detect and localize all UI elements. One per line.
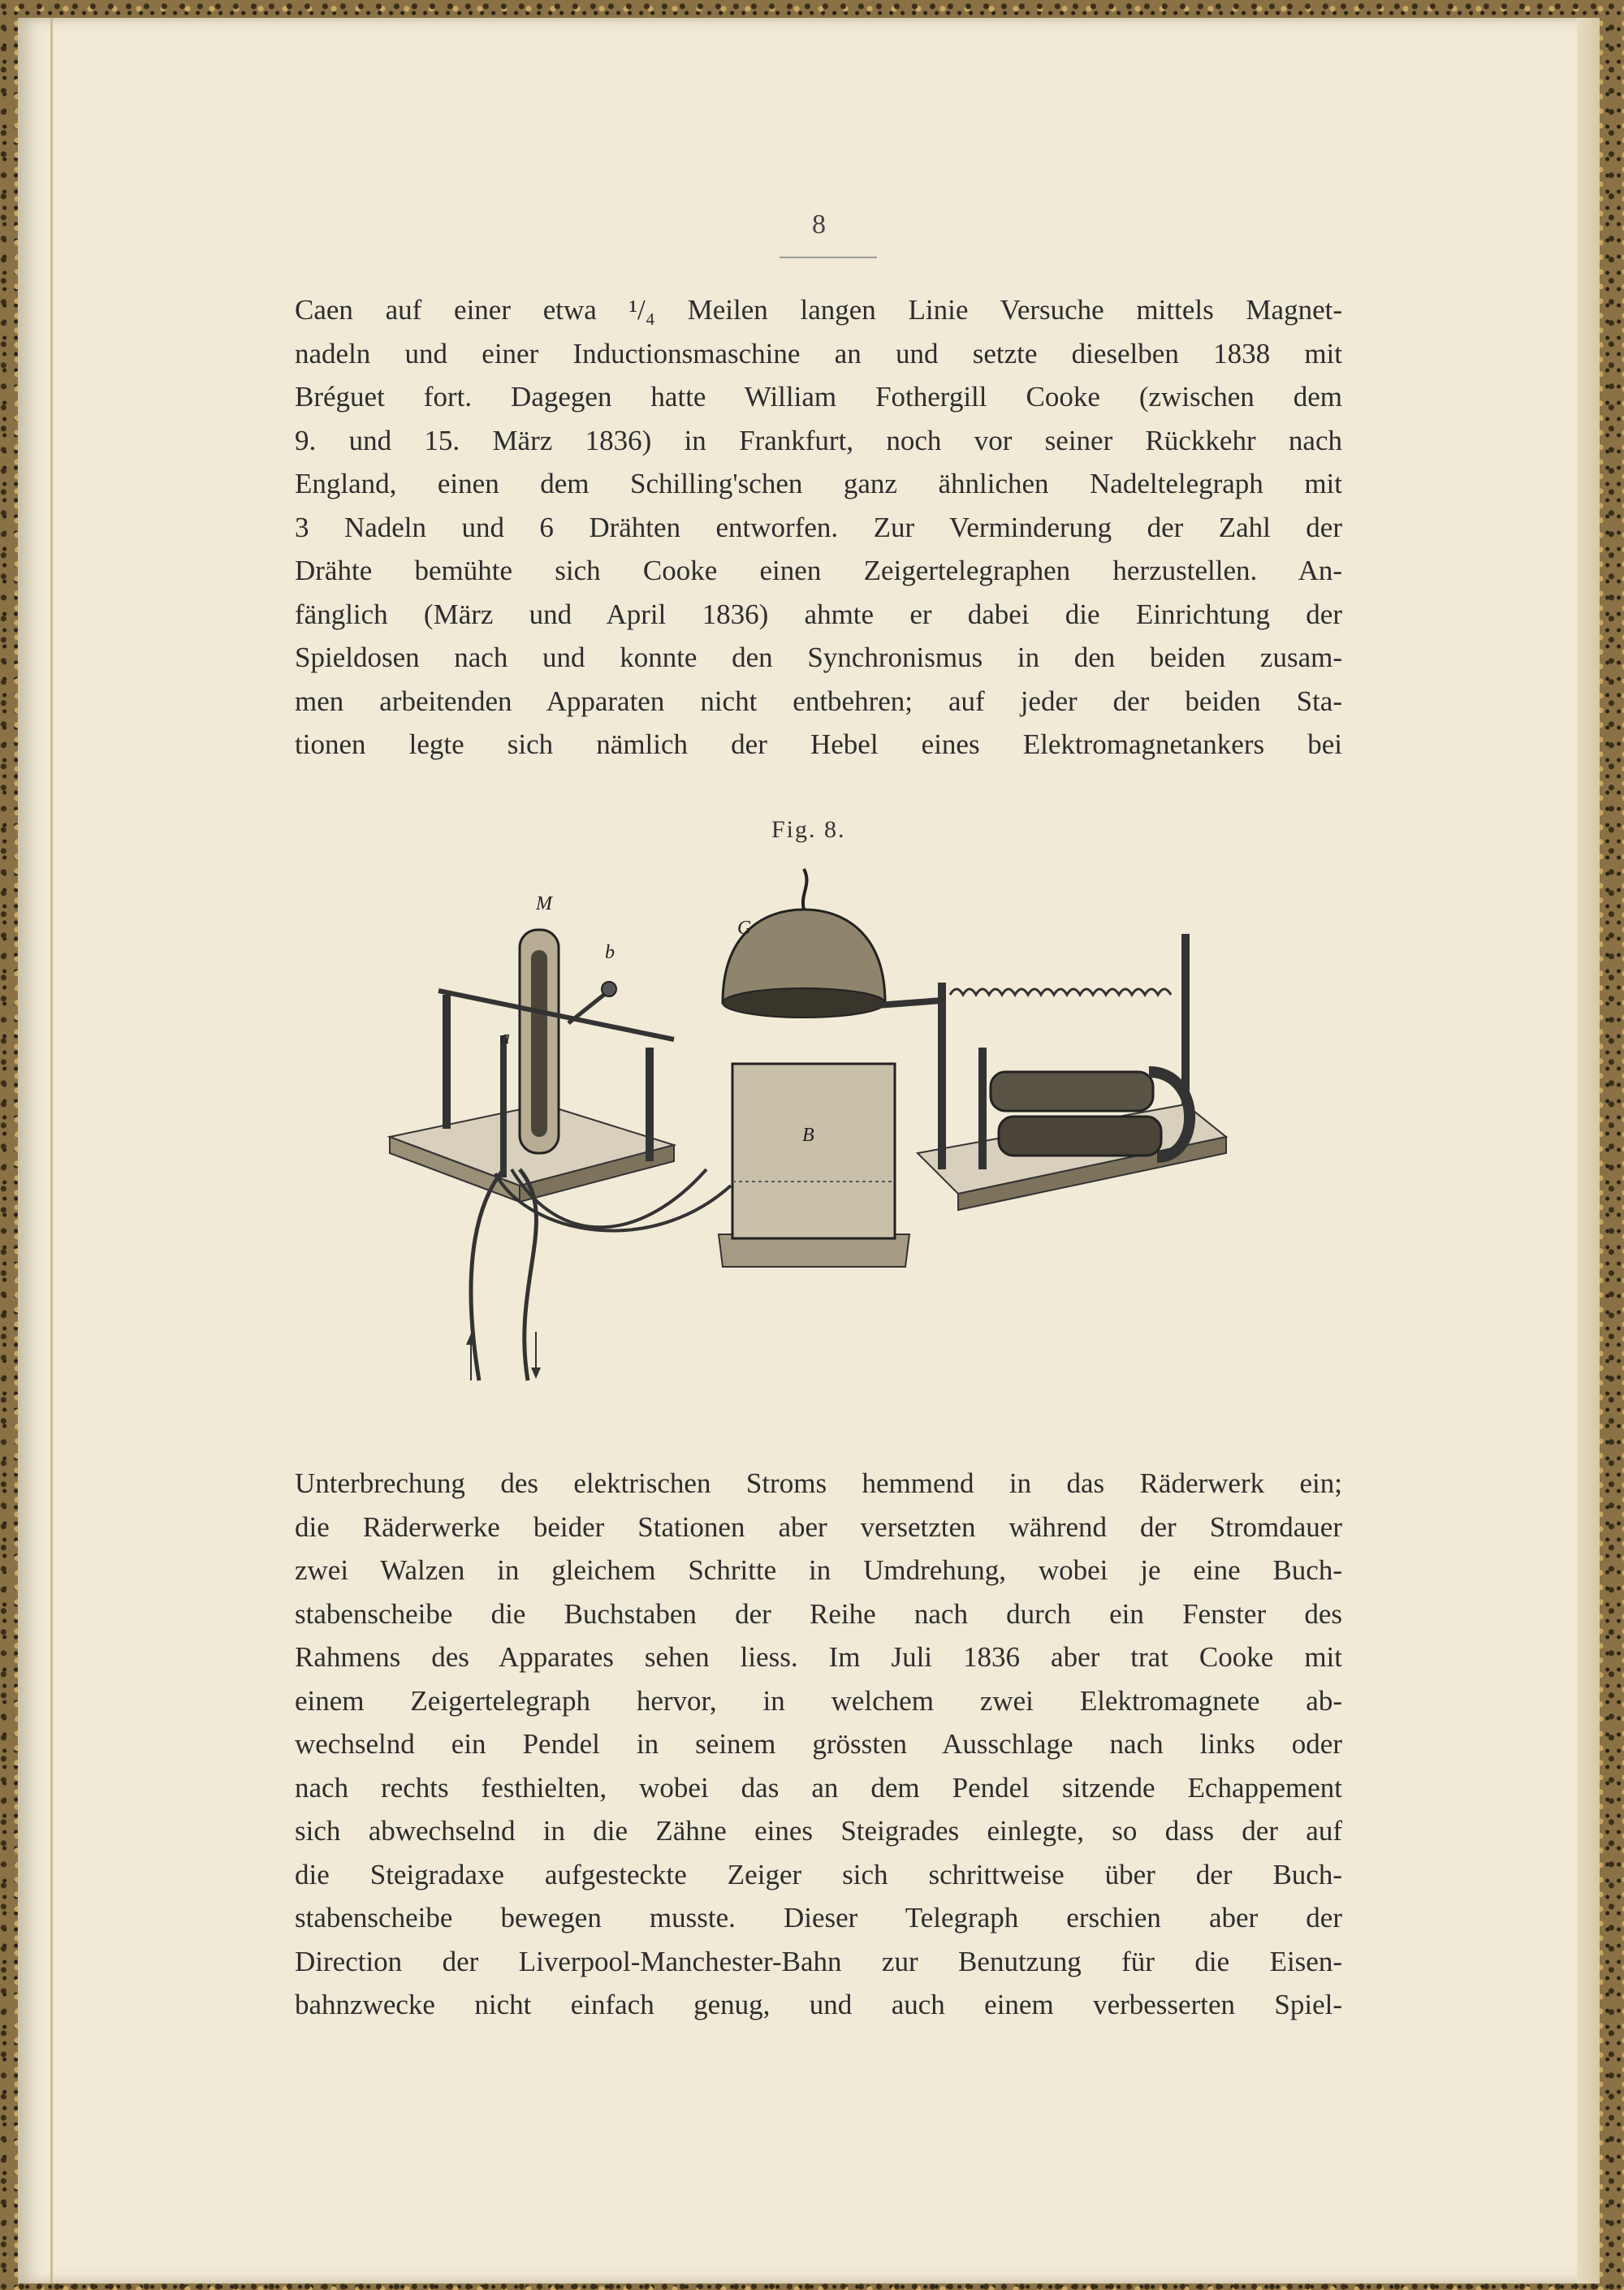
text-line: England, einen dem Schilling'schen ganz ähnlichen Nadeltelegraph mit	[295, 468, 1342, 499]
text-line: sich abwechselnd in die Zähne eines Steigrades einlegte, so dass der auf	[295, 1815, 1342, 1847]
page-number: 8	[812, 210, 826, 240]
label-a: a	[500, 1027, 510, 1048]
page-edge	[1577, 18, 1600, 2284]
text-line: bahnzwecke nicht einfach genug, und auch einem verbesserten Spiel-	[295, 1989, 1342, 2020]
text-line: nach rechts festhielten, wobei das an dem Pendel sitzende Echappement	[295, 1771, 1342, 1804]
text-line: 9. und 15. März 1836) in Frankfurt, noch vor seiner Rückkehr nach	[295, 424, 1342, 456]
label-b: b	[605, 942, 615, 963]
page-gutter	[50, 18, 53, 2284]
text-line: Drähte bemühte sich Cooke einen Zeigertelegraphen herzustellen. An-	[295, 555, 1342, 586]
lever-b	[568, 991, 609, 1023]
bell-rod	[877, 1000, 942, 1005]
text-line: 3 Nadeln und 6 Drähten entworfen. Zur Verminderung der Zahl der	[295, 511, 1342, 543]
text-line: Unterbrechung des elektrischen Stroms hemmend in das Räderwerk ein;	[295, 1467, 1342, 1499]
label-B: B	[802, 1125, 814, 1146]
text-line: zwei Walzen in gleichem Schritte in Umdrehung, wobei je eine Buch-	[295, 1554, 1342, 1586]
figure-illustration	[382, 861, 1242, 1429]
text-line: Rahmens des Apparates sehen liess. Im Juli 1836 aber trat Cooke mit	[295, 1641, 1342, 1673]
text-line: Caen auf einer etwa ¹/₄ Meilen langen Linie Versuche mittels Magnet-	[295, 294, 1342, 326]
coil-lower	[999, 1117, 1161, 1156]
text-line: Bréguet fort. Dagegen hatte William Fothergill Cooke (zwischen dem	[295, 381, 1342, 413]
spring	[950, 989, 1171, 995]
text-line: einem Zeigertelegraph hervor, in welchem zwei Elektromagnete ab-	[295, 1684, 1342, 1717]
text-line: Spieldosen nach und konnte den Synchronismus in den beiden zusam-	[295, 642, 1342, 673]
body-text-top	[295, 288, 1342, 767]
text-line: stabenscheibe bewegen musste. Dieser Telegraph erschien aber der	[295, 1902, 1342, 1934]
battery-box	[732, 1064, 895, 1238]
text-line: nadeln und einer Inductionsmaschine an und setzte dieselben 1838 mit	[295, 337, 1342, 369]
text-line: men arbeitenden Apparaten nicht entbehren; auf jeder der beiden Sta-	[295, 685, 1342, 717]
bell-hook	[803, 869, 807, 910]
arrow-down-head	[531, 1368, 541, 1379]
bell-rim	[723, 988, 885, 1018]
magnet-slot	[531, 950, 547, 1137]
lever-knob	[602, 982, 616, 996]
text-line: Direction der Liverpool-Manchester-Bahn zur Benutzung für die Eisen-	[295, 1945, 1342, 1977]
label-G: G	[737, 918, 752, 939]
label-M: M	[536, 893, 552, 914]
text-line: fänglich (März und April 1836) ahmte er dabei die Einrichtung der	[295, 598, 1342, 630]
coil-upper	[991, 1072, 1153, 1111]
wire	[471, 1169, 503, 1380]
header-rule	[780, 257, 877, 258]
text-line: wechselnd ein Pendel in seinem grössten Ausschlage nach links oder	[295, 1728, 1342, 1760]
text-line: tionen legte sich nämlich der Hebel eines Elektromagnetankers bei	[295, 728, 1342, 760]
body-text-bottom	[295, 1462, 1342, 2027]
figure-caption: Fig. 8.	[771, 816, 846, 843]
text-line: die Räderwerke beider Stationen aber versetzten während der Stromdauer	[295, 1510, 1342, 1543]
text-line: die Steigradaxe aufgesteckte Zeiger sich schrittweise über der Buch-	[295, 1858, 1342, 1890]
text-line: stabenscheibe die Buchstaben der Reihe nach durch ein Fenster des	[295, 1597, 1342, 1630]
